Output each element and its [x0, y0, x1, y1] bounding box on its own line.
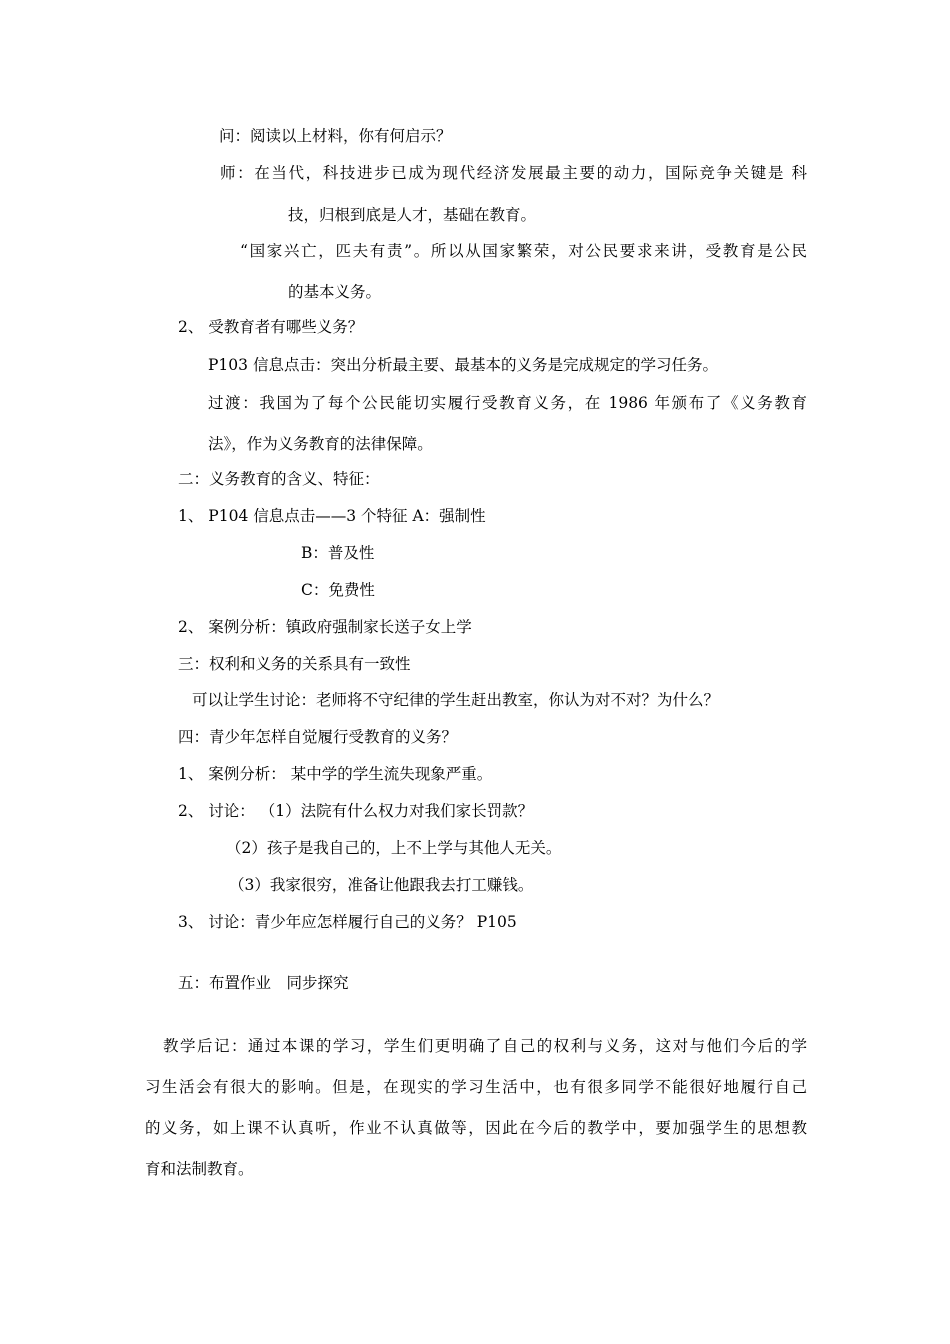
text-line-25: 习生活会有很大的影响。但是，在现实的学习生活中，也有很多同学不能很好地履行自己	[145, 1078, 807, 1096]
text-line-12: B：普及性	[301, 544, 375, 562]
text-line-10: 二：义务教育的含义、特征：	[178, 470, 380, 488]
text-line-22: 3、 讨论：青少年应怎样履行自己的义务？ P105	[178, 913, 517, 931]
text-line-24: 教学后记：通过本课的学习，学生们更明确了自己的权利与义务，这对与他们今后的学	[163, 1037, 807, 1055]
text-line-1: 问：阅读以上材料，你有何启示？	[219, 127, 452, 145]
text-line-5: 的基本义务。	[288, 283, 382, 301]
text-line-4: “国家兴亡，匹夫有责”。所以从国家繁荣，对公民要求来讲，受教育是公民	[240, 242, 807, 260]
text-line-14: 2、 案例分析：镇政府强制家长送子女上学	[178, 618, 472, 636]
text-line-7: P103 信息点击：突出分析最主要、最基本的义务是完成规定的学习任务。	[208, 356, 718, 374]
text-line-21: （3）我家很穷，准备让他跟我去打工赚钱。	[229, 876, 534, 894]
text-line-3: 技，归根到底是人才，基础在教育。	[288, 206, 537, 224]
text-line-11: 1、 P104 信息点击——3 个特征 A：强制性	[178, 507, 486, 525]
text-line-8: 过渡：我国为了每个公民能切实履行受教育义务，在 1986 年颁布了《义务教育	[208, 394, 807, 412]
text-line-27: 育和法制教育。	[145, 1160, 254, 1178]
text-line-20: （2）孩子是我自己的，上不上学与其他人无关。	[226, 839, 562, 857]
text-line-16: 可以让学生讨论：老师将不守纪律的学生赶出教室，你认为对不对？为什么？	[192, 691, 720, 709]
text-line-26: 的义务，如上课不认真听，作业不认真做等，因此在今后的教学中，要加强学生的思想教	[145, 1119, 807, 1137]
text-line-17: 四：青少年怎样自觉履行受教育的义务？	[178, 728, 458, 746]
text-line-6: 2、 受教育者有哪些义务？	[178, 318, 364, 336]
text-line-2: 师：在当代，科技进步已成为现代经济发展最主要的动力，国际竞争关键是 科	[220, 164, 807, 182]
text-line-19: 2、 讨论： （1）法院有什么权力对我们家长罚款？	[178, 802, 534, 820]
text-line-13: C：免费性	[301, 581, 375, 599]
text-line-9: 法》，作为义务教育的法律保障。	[208, 435, 433, 453]
text-line-15: 三：权利和义务的关系具有一致性	[178, 655, 411, 673]
text-line-23: 五：布置作业 同步探究	[178, 974, 349, 992]
text-line-18: 1、 案例分析： 某中学的学生流失现象严重。	[178, 765, 493, 783]
